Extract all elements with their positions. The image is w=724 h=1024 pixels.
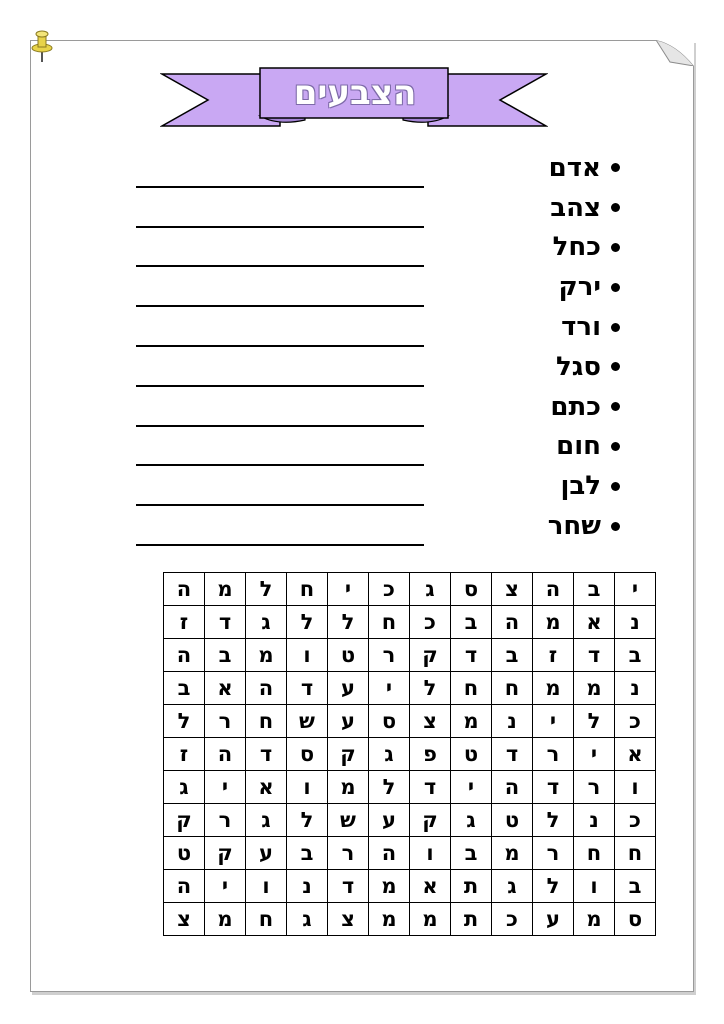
grid-cell[interactable]: ע	[328, 705, 369, 738]
grid-cell[interactable]: ק	[410, 804, 451, 837]
grid-cell[interactable]: ק	[410, 639, 451, 672]
grid-row	[164, 573, 656, 606]
grid-cell[interactable]: ל	[533, 870, 574, 903]
grid-cell[interactable]: ד	[410, 771, 451, 804]
grid-cell[interactable]: ג	[287, 903, 328, 936]
grid-cell[interactable]: ג	[451, 804, 492, 837]
grid-cell[interactable]: מ	[328, 771, 369, 804]
word-text: שחר	[547, 511, 601, 542]
grid-cell[interactable]: ב	[205, 639, 246, 672]
grid-cell[interactable]: צ	[410, 705, 451, 738]
grid-cell[interactable]: ג	[246, 804, 287, 837]
grid-cell[interactable]: ט	[451, 738, 492, 771]
grid-row	[164, 639, 656, 672]
answer-line[interactable]	[136, 267, 424, 307]
grid-cell[interactable]: נ	[574, 804, 615, 837]
grid-cell[interactable]: י	[533, 705, 574, 738]
bullet-icon	[611, 283, 620, 292]
grid-cell[interactable]: א	[574, 606, 615, 639]
word-text: חום	[556, 431, 601, 462]
grid-cell[interactable]: ל	[246, 573, 287, 606]
grid-cell[interactable]: ו	[410, 837, 451, 870]
grid-cell[interactable]: ג	[492, 870, 533, 903]
pushpin-icon	[28, 28, 58, 64]
grid-cell[interactable]: צ	[328, 903, 369, 936]
grid-cell[interactable]: כ	[369, 573, 410, 606]
grid-cell[interactable]: ד	[533, 771, 574, 804]
grid-cell[interactable]: כ	[615, 804, 656, 837]
grid-row	[164, 870, 656, 903]
answer-line[interactable]	[136, 427, 424, 467]
grid-row	[164, 837, 656, 870]
grid-cell[interactable]: ל	[574, 705, 615, 738]
grid-cell[interactable]: ב	[615, 639, 656, 672]
bullet-icon	[611, 243, 620, 252]
bullet-icon	[611, 323, 620, 332]
grid-cell[interactable]: ה	[164, 870, 205, 903]
grid-cell[interactable]: ר	[369, 639, 410, 672]
grid-cell[interactable]: ס	[287, 738, 328, 771]
grid-cell[interactable]: ו	[574, 870, 615, 903]
grid-cell[interactable]: ד	[451, 639, 492, 672]
word-text: אדם	[548, 152, 601, 183]
grid-cell[interactable]: ל	[287, 606, 328, 639]
grid-cell[interactable]: ה	[205, 738, 246, 771]
grid-cell[interactable]: ו	[615, 771, 656, 804]
word-search-grid	[163, 572, 656, 936]
grid-cell[interactable]: ז	[533, 639, 574, 672]
word-list-item	[470, 148, 620, 188]
grid-cell[interactable]: נ	[287, 870, 328, 903]
answer-line[interactable]	[136, 228, 424, 268]
grid-cell[interactable]: א	[205, 672, 246, 705]
grid-cell[interactable]: ד	[328, 870, 369, 903]
grid-cell[interactable]: מ	[533, 606, 574, 639]
grid-cell[interactable]: ה	[492, 771, 533, 804]
grid-cell[interactable]: מ	[492, 837, 533, 870]
grid-cell[interactable]: ק	[205, 837, 246, 870]
grid-cell[interactable]: ר	[533, 837, 574, 870]
grid-cell[interactable]: ל	[369, 771, 410, 804]
grid-cell[interactable]: ר	[205, 804, 246, 837]
grid-row	[164, 606, 656, 639]
word-list	[470, 148, 620, 546]
bullet-icon	[611, 402, 620, 411]
grid-row	[164, 903, 656, 936]
word-list-item	[470, 188, 620, 228]
grid-cell[interactable]: ב	[615, 870, 656, 903]
grid-cell[interactable]: ה	[492, 606, 533, 639]
grid-cell[interactable]: ג	[410, 573, 451, 606]
word-list-item	[470, 427, 620, 467]
grid-cell[interactable]: ב	[451, 837, 492, 870]
bullet-icon	[611, 163, 620, 172]
grid-cell[interactable]: י	[574, 738, 615, 771]
grid-cell[interactable]: ו	[287, 771, 328, 804]
grid-cell[interactable]: צ	[164, 903, 205, 936]
word-list-item	[470, 466, 620, 506]
grid-cell[interactable]: ל	[328, 606, 369, 639]
grid-row	[164, 804, 656, 837]
answer-line[interactable]	[136, 387, 424, 427]
bullet-icon	[611, 482, 620, 491]
grid-cell[interactable]: ו	[246, 870, 287, 903]
grid-cell[interactable]: ע	[328, 672, 369, 705]
answer-line[interactable]	[136, 347, 424, 387]
grid-cell[interactable]: ז	[164, 606, 205, 639]
grid-cell[interactable]: ר	[533, 738, 574, 771]
grid-cell[interactable]: ב	[164, 672, 205, 705]
grid-cell[interactable]: י	[205, 870, 246, 903]
grid-cell[interactable]: ט	[492, 804, 533, 837]
grid-row	[164, 771, 656, 804]
grid-cell[interactable]: כ	[615, 705, 656, 738]
word-text: כתם	[550, 391, 601, 422]
grid-cell[interactable]: ס	[615, 903, 656, 936]
grid-cell[interactable]: ה	[164, 573, 205, 606]
grid-cell[interactable]: מ	[451, 705, 492, 738]
answer-line[interactable]	[136, 148, 424, 188]
grid-cell[interactable]: ג	[164, 771, 205, 804]
word-text: ירק	[558, 272, 601, 303]
grid-cell[interactable]: מ	[205, 903, 246, 936]
answer-line[interactable]	[136, 307, 424, 347]
grid-cell[interactable]: מ	[369, 870, 410, 903]
grid-cell[interactable]: ה	[246, 672, 287, 705]
grid-cell[interactable]: ח	[287, 573, 328, 606]
word-text: כחל	[552, 232, 601, 263]
grid-cell[interactable]: צ	[492, 573, 533, 606]
word-text: ורד	[561, 312, 601, 343]
bullet-icon	[611, 442, 620, 451]
grid-cell[interactable]: ד	[246, 738, 287, 771]
grid-cell[interactable]: ח	[492, 672, 533, 705]
word-list-item	[470, 267, 620, 307]
bullet-icon	[611, 362, 620, 371]
grid-cell[interactable]: ל	[533, 804, 574, 837]
word-list-item	[470, 307, 620, 347]
grid-cell[interactable]: א	[615, 738, 656, 771]
grid-cell[interactable]: נ	[492, 705, 533, 738]
bullet-icon	[611, 203, 620, 212]
grid-cell[interactable]: ל	[410, 672, 451, 705]
grid-row	[164, 738, 656, 771]
grid-cell[interactable]: ת	[451, 903, 492, 936]
grid-cell[interactable]: י	[328, 573, 369, 606]
grid-cell[interactable]: ג	[369, 738, 410, 771]
grid-cell[interactable]: ו	[287, 639, 328, 672]
word-list-item	[470, 506, 620, 546]
word-list-item	[470, 228, 620, 268]
grid-cell[interactable]: ס	[451, 573, 492, 606]
grid-cell[interactable]: מ	[410, 903, 451, 936]
grid-cell[interactable]: ס	[369, 705, 410, 738]
grid-cell[interactable]: מ	[574, 672, 615, 705]
answer-line[interactable]	[136, 188, 424, 228]
grid-cell[interactable]: כ	[492, 903, 533, 936]
grid-cell[interactable]: ב	[574, 573, 615, 606]
grid-cell[interactable]: ב	[451, 606, 492, 639]
grid-cell[interactable]: ד	[574, 639, 615, 672]
grid-cell[interactable]: מ	[574, 903, 615, 936]
grid-cell[interactable]: מ	[369, 903, 410, 936]
word-list-item	[470, 347, 620, 387]
grid-cell[interactable]: ד	[492, 738, 533, 771]
answer-line[interactable]	[136, 506, 424, 546]
grid-cell[interactable]: נ	[615, 606, 656, 639]
grid-cell[interactable]: ד	[205, 606, 246, 639]
page-title: הצבעים	[293, 73, 417, 113]
grid-cell[interactable]: ב	[287, 837, 328, 870]
grid-cell[interactable]: מ	[246, 639, 287, 672]
grid-cell[interactable]: כ	[410, 606, 451, 639]
grid-cell[interactable]: ז	[164, 738, 205, 771]
answer-lines	[136, 148, 424, 546]
grid-cell[interactable]: ל	[164, 705, 205, 738]
grid-cell[interactable]: ש	[287, 705, 328, 738]
grid-cell[interactable]: ח	[451, 672, 492, 705]
grid-cell[interactable]: מ	[205, 573, 246, 606]
word-text: סגל	[555, 351, 601, 382]
grid-cell[interactable]: י	[369, 672, 410, 705]
grid-cell[interactable]: י	[205, 771, 246, 804]
grid-cell[interactable]: מ	[533, 672, 574, 705]
grid-row	[164, 705, 656, 738]
grid-cell[interactable]: ח	[615, 837, 656, 870]
grid-cell[interactable]: ה	[164, 639, 205, 672]
grid-row	[164, 672, 656, 705]
grid-cell[interactable]: ג	[246, 606, 287, 639]
grid-cell[interactable]: ט	[328, 639, 369, 672]
grid-cell[interactable]: ל	[287, 804, 328, 837]
grid-cell[interactable]: ר	[205, 705, 246, 738]
grid-cell[interactable]: ע	[533, 903, 574, 936]
grid-cell[interactable]: ד	[287, 672, 328, 705]
grid-cell[interactable]: ע	[246, 837, 287, 870]
answer-line[interactable]	[136, 466, 424, 506]
grid-cell[interactable]: ע	[369, 804, 410, 837]
grid-cell[interactable]: ב	[492, 639, 533, 672]
word-text: צהב	[550, 192, 601, 223]
grid-cell[interactable]: ר	[574, 771, 615, 804]
bullet-icon	[611, 522, 620, 531]
grid-cell[interactable]: ט	[164, 837, 205, 870]
grid-cell[interactable]: נ	[615, 672, 656, 705]
grid-cell[interactable]: ר	[328, 837, 369, 870]
grid-cell[interactable]: ה	[369, 837, 410, 870]
grid-cell[interactable]: פ	[410, 738, 451, 771]
grid-cell[interactable]: ה	[533, 573, 574, 606]
grid-cell[interactable]: ח	[246, 705, 287, 738]
grid-cell[interactable]: ש	[328, 804, 369, 837]
grid-cell[interactable]: ח	[369, 606, 410, 639]
grid-cell[interactable]: ק	[164, 804, 205, 837]
grid-cell[interactable]: ת	[451, 870, 492, 903]
grid-cell[interactable]: א	[246, 771, 287, 804]
word-text: לבן	[560, 471, 601, 502]
grid-cell[interactable]: ח	[246, 903, 287, 936]
grid-cell[interactable]: א	[410, 870, 451, 903]
grid-cell[interactable]: ק	[328, 738, 369, 771]
page-curl-corner	[656, 40, 694, 66]
grid-cell[interactable]: ח	[574, 837, 615, 870]
word-list-item	[470, 387, 620, 427]
grid-cell[interactable]: י	[615, 573, 656, 606]
grid-cell[interactable]: י	[451, 771, 492, 804]
